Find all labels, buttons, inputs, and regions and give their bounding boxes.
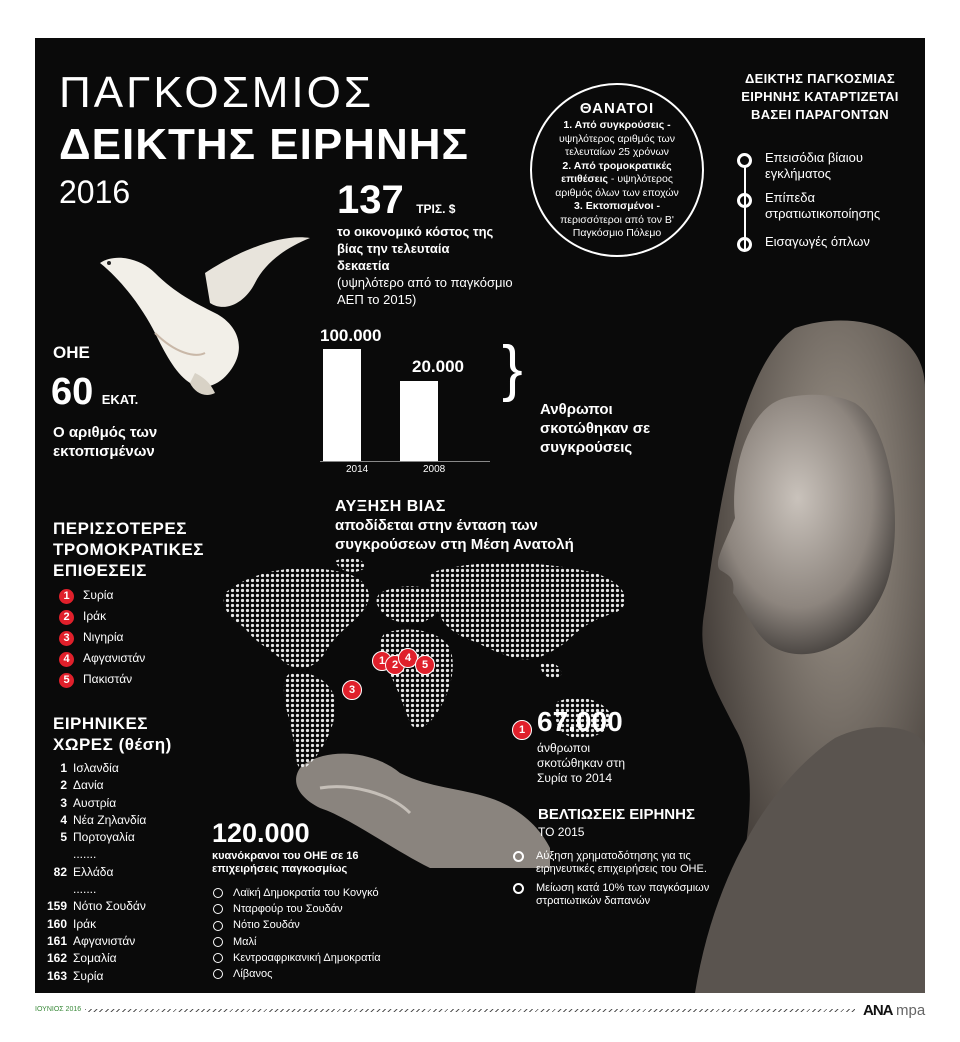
deaths-item3: περισσότεροι από τον Β' Παγκόσμιο Πόλεμο xyxy=(560,213,674,239)
chart-annotation: Ανθρωποι σκοτώθηκαν σε συγκρούσεις xyxy=(540,401,651,456)
syria-desc: άνθρωποι σκοτώθηκαν στη Συρία το 2014 xyxy=(537,741,625,785)
list-item: Νταρφούρ του Σουδάν xyxy=(213,901,381,917)
list-item: 1 Ισλανδία xyxy=(60,761,119,775)
ring-icon xyxy=(737,153,752,168)
footer-date: ΙΟΥΝΙΟΣ 2016 xyxy=(35,1006,82,1013)
deaths-circle xyxy=(530,83,704,257)
list-item: Λίβανος xyxy=(213,966,381,982)
list-item: 159 Νότιο Σουδάν xyxy=(46,899,146,914)
list-item: 1 Συρία xyxy=(59,585,145,606)
bar-2014 xyxy=(323,349,361,461)
deaths-bar-chart xyxy=(320,323,490,473)
helmets-value: 120.000 xyxy=(212,818,310,848)
title-line1: ΠΑΓΚΟΣΜΙΟΣ xyxy=(59,68,375,117)
list-item: ....... xyxy=(73,847,97,862)
cost-note: (υψηλότερο από το παγκόσμιο ΑΕΠ το 2015) xyxy=(337,275,513,307)
improve-list xyxy=(513,850,743,908)
deaths-item1: υψηλότερος αριθμός των τελευταίων 25 χρόνων xyxy=(559,132,675,158)
deaths-item3-bold: 3. Εκτοπισμένοι - xyxy=(574,200,660,212)
list-item: 5 Πακιστάν xyxy=(59,669,145,690)
bar-value-label: 20.000 xyxy=(412,357,464,376)
displaced-unit: ΕΚΑΤ. xyxy=(101,392,139,407)
list-item: Μείωση κατά 10% των παγκόσμιων στρατιωτικών δαπανών xyxy=(513,882,743,908)
displaced-value: 60 xyxy=(51,371,94,413)
bar-category-label: 2008 xyxy=(423,464,446,475)
bar-2008 xyxy=(400,381,438,461)
list-item: Λαϊκή Δημοκρατία του Κονγκό xyxy=(213,885,381,901)
list-item: 4 Νέα Ζηλανδία xyxy=(60,812,147,827)
displaced-value-row xyxy=(51,371,138,414)
cost-value: 137 xyxy=(337,178,404,222)
helmets-desc: κυανόκρανοι του ΟΗΕ σε 16 επιχειρήσεις παγκοσμίως xyxy=(212,850,359,875)
map-marker: 1 xyxy=(512,720,532,740)
brace-icon: } xyxy=(502,334,523,403)
list-item: ....... xyxy=(73,882,97,897)
list-item: 3 Αυστρία xyxy=(60,795,117,810)
title-line2: ΔΕΙΚΤΗΣ ΕΙΡΗΝΗΣ xyxy=(59,120,469,169)
list-item: 2 Δανία xyxy=(60,778,104,793)
peaceful-list xyxy=(35,760,146,985)
footer-divider xyxy=(85,1009,855,1012)
improve-subtitle: ΤΟ 2015 xyxy=(538,825,585,839)
cost-desc: το οικονομικό κόστος της βίας την τελευταία δεκαετία xyxy=(337,224,494,273)
map-marker: 2 xyxy=(385,655,405,675)
list-item: 163 Συρία xyxy=(46,968,104,983)
map-marker: 3 xyxy=(342,680,362,700)
ring-icon xyxy=(513,883,524,894)
improve-title: ΒΕΛΤΙΩΣΕΙΣ ΕΙΡΗΝΗΣ xyxy=(538,806,695,823)
violence-title: ΑΥΞΗΣΗ ΒΙΑΣ xyxy=(335,498,446,515)
logo-ana: ANA xyxy=(863,1002,893,1019)
footer xyxy=(35,1000,925,1022)
deaths-title: ΘΑΝΑΤΟΙ xyxy=(579,100,655,117)
chart-baseline xyxy=(320,461,490,462)
title-year: 2016 xyxy=(59,174,131,210)
cost-block xyxy=(337,178,547,308)
ring-icon xyxy=(737,237,752,252)
ring-icon xyxy=(737,193,752,208)
map-marker: 1 xyxy=(372,651,392,671)
helmets-list xyxy=(213,885,381,982)
displaced-org: ΟΗΕ xyxy=(53,343,90,362)
deaths-item2-bold: 2. Από τρομοκρατικές επιθέσεις xyxy=(561,159,672,185)
deaths-item1-bold: 1. Από συγκρούσεις - xyxy=(563,119,671,131)
terror-title: ΠΕΡΙΣΣΟΤΕΡΕΣ ΤΡΟΜΟΚΡΑΤΙΚΕΣ ΕΠΙΘΕΣΕΙΣ xyxy=(53,519,204,580)
bar-value-label: 100.000 xyxy=(320,326,382,345)
factors-title: ΔΕΙΚΤΗΣ ΠΑΓΚΟΣΜΙΑΣ ΕΙΡΗΝΗΣ ΚΑΤΑΡΤΙΖΕΤΑΙ ΒΑΣΕΙ ΠΑΡΑΓΟΝΤΩΝ xyxy=(741,71,899,122)
ring-icon xyxy=(513,851,524,862)
peaceful-title: ΕΙΡΗΝΙΚΕΣ ΧΩΡΕΣ (θέση) xyxy=(53,714,172,754)
ring-icon xyxy=(213,937,223,947)
ring-icon xyxy=(213,888,223,898)
list-item: Μαλί xyxy=(213,934,381,950)
deaths-item2: - υψηλότερος αριθμός όλων των εποχών xyxy=(555,173,679,199)
ring-icon xyxy=(213,953,223,963)
map-marker: 5 xyxy=(415,655,435,675)
list-item: 3 Νιγηρία xyxy=(59,627,145,648)
list-item: 162 Σομαλία xyxy=(46,951,117,966)
list-item: 82 Ελλάδα xyxy=(53,864,114,879)
map-marker: 4 xyxy=(398,648,418,668)
infographic-poster: ΠΑΓΚΟΣΜΙΟΣ ΔΕΙΚΤΗΣ ΕΙΡΗΝΗΣ 2016 137 ΤΡΙΣ. $ το οικονομικό κόστος της βίας την τελευταία δεκαετία (υψηλότερο από το παγκόσμιο ΑΕΠ το 2015) ΘΑΝΑΤΟΙ 1. Από συγκρούσεις - υψηλότερος αριθμός των τελευταίων 25 χρόνων 2. Από τρομοκρατικές επιθέσεις - υψηλότερος αριθμός όλων των εποχών 3. Εκτοπισμένοι - περισσότεροι από τον Β' Παγκόσμιο Πόλεμο ΔΕΙΚΤΗΣ ΠΑΓΚΟΣΜΙΑΣ ΕΙΡΗΝΗΣ ΚΑΤΑΡΤΙΖΕΤΑΙ ΒΑΣΕΙ ΠΑΡΑΓΟΝΤΩΝ Επεισόδια βίαιου εγκλήματος Επίπεδα στρατιωτικοποίησης Εισαγωγές όπλων ΟΗΕ 60 ΕΚΑΤ. Ο αριθμός των εκτοπισμένων 100.000 20.000 2014 2008 } Ανθρωποι σκοτώθηκαν σε συγκρούσεις ΑΥΞΗΣΗ ΒΙΑΣ αποδίδεται στην ένταση των συγκρούσεων στη Μέση Ανατολή ΠΕΡΙΣΣΟΤΕΡΕΣ ΤΡΟΜΟΚΡΑΤΙΚΕΣ ΕΠΙΘΕΣΕΙΣ 1 Συρία 2 Ιράκ 3 Νιγηρία 4 Αφγανιστάν 5 Πακιστάν ΕΙΡΗΝΙΚΕΣ ΧΩΡΕΣ (θέση) 1 Ισλανδία 2 Δανία 3 Αυστρία 4 Νέα Ζηλανδία 5 Πορτογαλία ....... 82 Ελλάδα ....... 159 Νότιο Σουδάν 160 Ιράκ 161 Αφγανιστάν 162 Σομαλία 163 Συρία 1 2 3 4 5 1 67.000 άνθρωποι σκοτώθηκαν στη Συρία το 2014 ΒΕΛΤΙΩΣΕΙΣ ΕΙΡΗΝΗΣ ΤΟ 2015 Αύξηση χρηματοδότησης για τις ειρηνευτικές επιχειρήσεις του ΟΗΕ. Μείωση κατά 10% των παγκόσμιων στρατιωτικών δαπανών 120.000 κυανόκρανοι του ΟΗΕ σε 16 επιχειρήσεις παγκοσμίως Λαϊκή Δημοκρατία του Κονγκό Νταρφούρ του Σουδάν Νότιο Σουδάν Μαλί Κεντροαφρικανική Δημοκρατία Λίβανος xyxy=(35,38,925,993)
violence-desc: αποδίδεται στην ένταση των συγκρούσεων στη Μέση Ανατολή xyxy=(335,517,574,553)
list-item: 4 Αφγανιστάν xyxy=(59,648,145,669)
displaced-desc: Ο αριθμός των εκτοπισμένων xyxy=(53,424,158,460)
list-item: 2 Ιράκ xyxy=(59,606,145,627)
list-item: 5 Πορτογαλία xyxy=(60,830,135,845)
list-item: Κεντροαφρικανική Δημοκρατία xyxy=(213,950,381,966)
list-item: 161 Αφγανιστάν xyxy=(46,933,136,948)
list-item: 160 Ιράκ xyxy=(46,916,97,931)
syria-value: 67.000 xyxy=(537,706,623,737)
terror-list xyxy=(59,585,145,690)
bar-category-label: 2014 xyxy=(346,464,369,475)
logo-mpa: mpa xyxy=(896,1002,926,1019)
list-item: Νότιο Σουδάν xyxy=(213,917,381,933)
ring-icon xyxy=(213,921,223,931)
list-item: Αύξηση χρηματοδότησης για τις ειρηνευτικές επιχειρήσεις του ΟΗΕ. xyxy=(513,850,743,876)
ring-icon xyxy=(213,969,223,979)
ring-icon xyxy=(213,904,223,914)
cost-unit: ΤΡΙΣ. $ xyxy=(416,202,456,216)
